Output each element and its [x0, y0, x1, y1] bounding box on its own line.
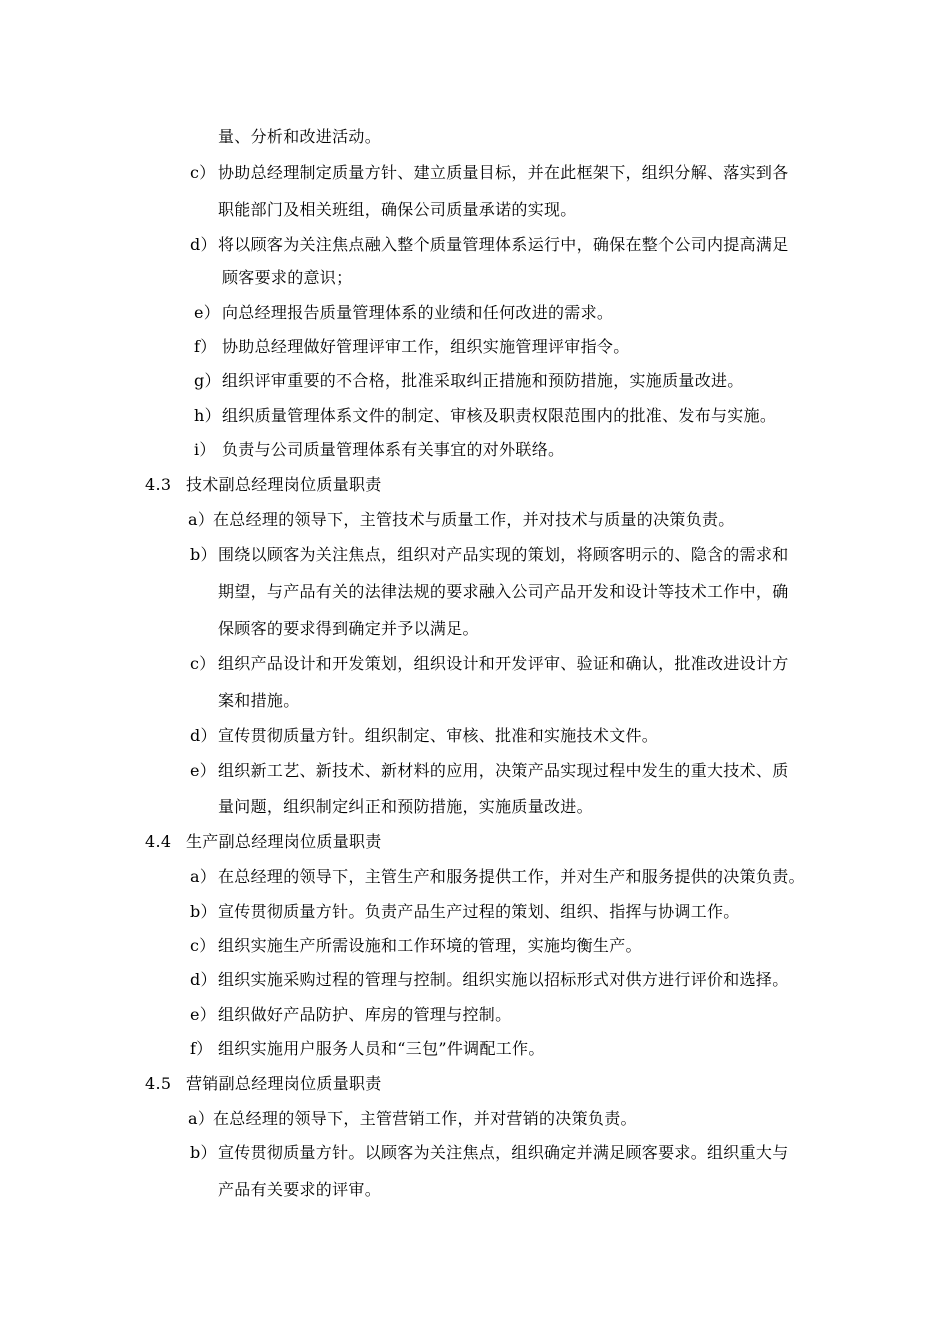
item-marker: i）	[194, 440, 216, 459]
list-item	[190, 1039, 545, 1059]
list-item	[190, 545, 789, 565]
list-item	[190, 235, 789, 255]
item-text: 协助总经理做好管理评审工作，组织实施管理评审指令。	[222, 337, 630, 356]
item-marker: b）	[190, 1143, 217, 1162]
item-marker: d）	[190, 726, 217, 745]
item-text: 组织实施采购过程的管理与控制。组织实施以招标形式对供方进行评价和选择。	[218, 970, 789, 989]
item-text: 宣传贯彻质量方针。负责产品生产过程的策划、组织、指挥与协调工作。	[218, 902, 740, 921]
text-line	[218, 200, 577, 220]
item-marker: c）	[190, 936, 216, 955]
item-marker: c）	[190, 163, 216, 182]
item-text: 向总经理报告质量管理体系的业绩和任何改进的需求。	[222, 303, 614, 322]
list-item	[188, 510, 735, 530]
item-text: 在总经理的领导下，主管营销工作，并对营销的决策负责。	[213, 1109, 637, 1128]
line-text: 案和措施。	[218, 691, 300, 710]
section-title: 营销副总经理岗位质量职责	[186, 1074, 382, 1093]
item-text: 组织实施用户服务人员和“三包”件调配工作。	[218, 1039, 545, 1058]
section-number: 4.3	[145, 475, 172, 494]
item-text: 在总经理的领导下，主管技术与质量工作，并对技术与质量的决策负责。	[213, 510, 735, 529]
text-line	[218, 691, 300, 711]
line-text: 量、分析和改进活动。	[218, 127, 382, 146]
item-marker: b）	[190, 902, 217, 921]
item-marker: g）	[194, 371, 221, 390]
line-text: 保顾客的要求得到确定并予以满足。	[218, 619, 479, 638]
item-marker: f）	[190, 1039, 213, 1058]
text-line	[218, 1180, 381, 1200]
line-text: 量问题，组织制定纠正和预防措施，实施质量改进。	[218, 797, 593, 816]
list-item	[190, 867, 805, 887]
item-text: 组织评审重要的不合格，批准采取纠正措施和预防措施，实施质量改进。	[222, 371, 744, 390]
line-text: 职能部门及相关班组，确保公司质量承诺的实现。	[218, 200, 577, 219]
item-marker: e）	[190, 761, 217, 780]
text-line	[218, 127, 381, 147]
line-text: 产品有关要求的评审。	[218, 1180, 382, 1199]
item-marker: d）	[190, 970, 217, 989]
item-text: 组织产品设计和开发策划，组织设计和开发评审、验证和确认，批准改进设计方	[218, 654, 789, 673]
section-number: 4.5	[145, 1074, 172, 1093]
section-heading	[145, 832, 382, 852]
section-number: 4.4	[145, 832, 172, 851]
item-marker: b）	[190, 545, 217, 564]
section-heading	[145, 1074, 382, 1094]
list-item	[194, 371, 744, 391]
section-title: 技术副总经理岗位质量职责	[186, 475, 382, 494]
list-item	[190, 1005, 511, 1025]
item-marker: f）	[194, 337, 217, 356]
section-title: 生产副总经理岗位质量职责	[186, 832, 382, 851]
list-item	[188, 1109, 637, 1129]
list-item	[190, 654, 789, 674]
item-text: 负责与公司质量管理体系有关事宜的对外联络。	[222, 440, 565, 459]
item-marker: h）	[194, 406, 221, 425]
item-text: 将以顾客为关注焦点融入整个质量管理体系运行中，确保在整个公司内提高满足	[218, 235, 789, 254]
text-line	[218, 582, 789, 602]
list-item	[190, 1143, 789, 1163]
list-item	[194, 440, 564, 460]
item-marker: e）	[190, 1005, 217, 1024]
item-text: 组织质量管理体系文件的制定、审核及职责权限范围内的批准、发布与实施。	[222, 406, 777, 425]
item-marker: c）	[190, 654, 216, 673]
item-text: 宣传贯彻质量方针。以顾客为关注焦点，组织确定并满足顾客要求。组织重大与	[218, 1143, 789, 1162]
item-text: 组织新工艺、新技术、新材料的应用，决策产品实现过程中发生的重大技术、质	[218, 761, 789, 780]
list-item	[190, 761, 789, 781]
list-item	[190, 902, 740, 922]
item-text: 在总经理的领导下，主管生产和服务提供工作，并对生产和服务提供的决策负责。	[218, 867, 805, 886]
list-item	[194, 337, 630, 357]
item-text: 组织实施生产所需设施和工作环境的管理，实施均衡生产。	[218, 936, 642, 955]
item-marker: d）	[190, 235, 217, 254]
text-line	[222, 268, 352, 288]
list-item	[194, 406, 776, 426]
item-marker: a）	[188, 1109, 215, 1128]
item-text: 组织做好产品防护、库房的管理与控制。	[218, 1005, 512, 1024]
list-item	[194, 303, 613, 323]
text-line	[218, 797, 593, 817]
line-text: 期望，与产品有关的法律法规的要求融入公司产品开发和设计等技术工作中，确	[218, 582, 789, 601]
item-text: 协助总经理制定质量方针、建立质量目标，并在此框架下，组织分解、落实到各	[218, 163, 789, 182]
item-text: 围绕以顾客为关注焦点，组织对产品实现的策划，将顾客明示的、隐含的需求和	[218, 545, 789, 564]
text-line	[218, 619, 479, 639]
line-text: 顾客要求的意识；	[222, 268, 353, 287]
item-marker: a）	[190, 867, 217, 886]
list-item	[190, 970, 789, 990]
item-marker: a）	[188, 510, 215, 529]
list-item	[190, 936, 642, 956]
section-heading	[145, 475, 382, 495]
list-item	[190, 163, 789, 183]
item-text: 宣传贯彻质量方针。组织制定、审核、批准和实施技术文件。	[218, 726, 659, 745]
list-item	[190, 726, 658, 746]
item-marker: e）	[194, 303, 221, 322]
